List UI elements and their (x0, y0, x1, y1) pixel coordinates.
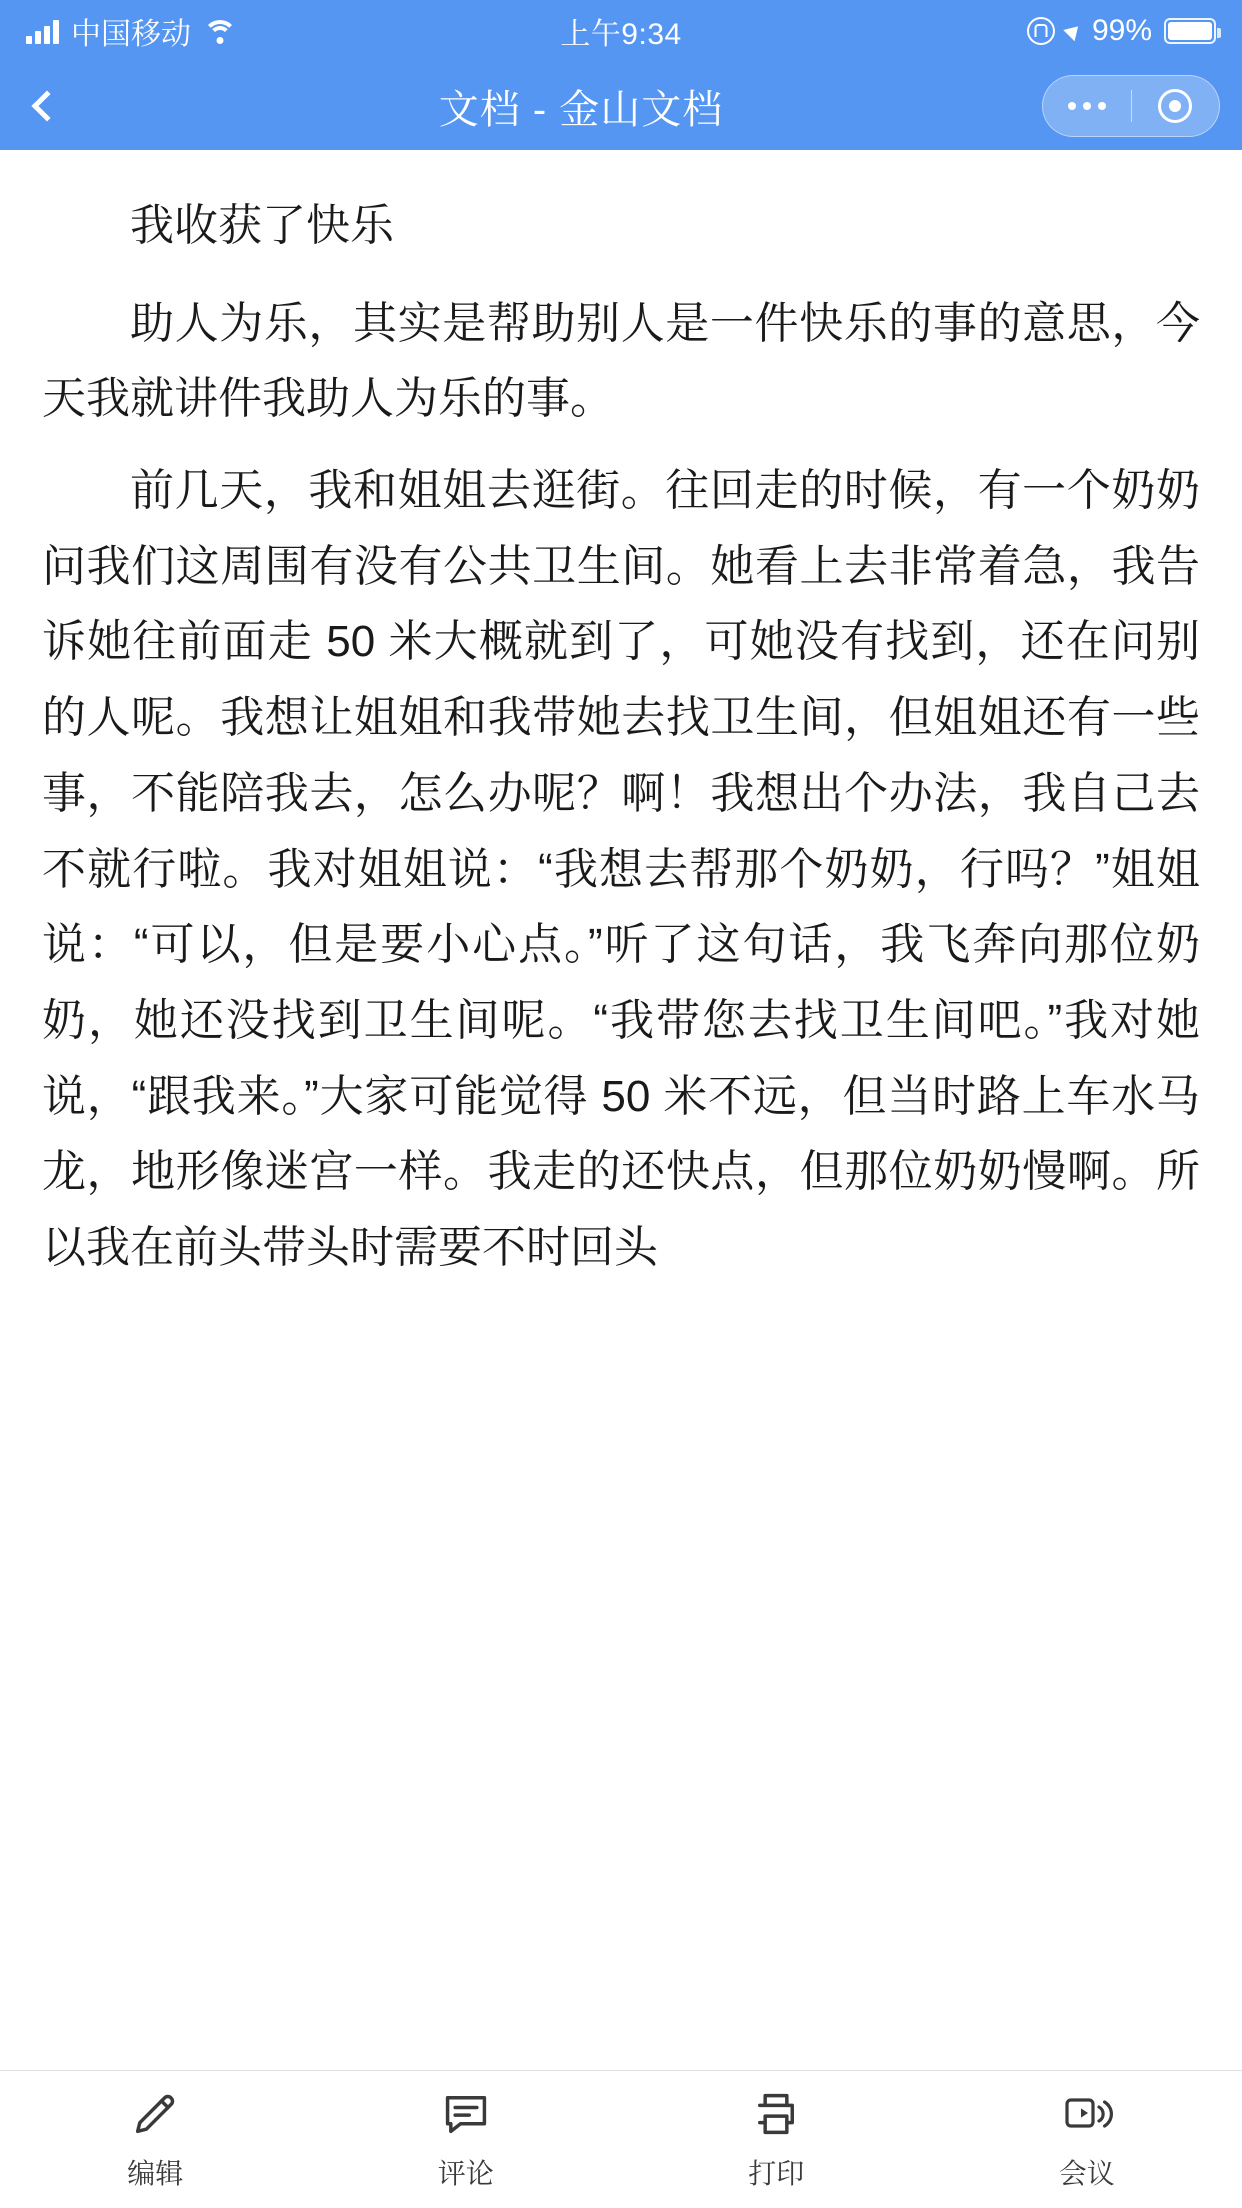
toolbar-label-print: 打印 (748, 2157, 805, 2189)
toolbar-item-print[interactable] (621, 2088, 932, 2192)
toolbar-label-edit: 编辑 (127, 2157, 184, 2189)
status-bar-left (26, 9, 560, 53)
location-icon (1063, 21, 1084, 42)
wifi-icon (203, 18, 237, 44)
document-content[interactable] (0, 150, 1242, 2070)
meeting-screen-icon (1061, 2088, 1113, 2140)
signal-icon (26, 18, 59, 44)
status-bar-right (682, 14, 1216, 48)
mini-program-capsule (1042, 75, 1220, 137)
toolbar-item-edit[interactable] (0, 2088, 311, 2192)
toolbar-label-meeting: 会议 (1058, 2157, 1115, 2189)
battery-icon (1164, 18, 1216, 44)
target-circle-icon (1158, 89, 1192, 123)
more-dots-icon (1068, 102, 1106, 110)
back-button[interactable] (30, 78, 86, 134)
carrier-label: 中国移动 (71, 18, 191, 51)
close-capsule-button[interactable] (1132, 76, 1220, 136)
status-time: 上午9:34 (560, 18, 682, 51)
page-title: 文档 - 金山文档 (438, 87, 724, 132)
status-bar (0, 0, 1242, 62)
chevron-left-icon (31, 90, 62, 121)
toolbar-label-comment: 评论 (437, 2157, 494, 2189)
nav-bar (0, 62, 1242, 150)
document-paragraph: 助人为乐，其实是帮助别人是一件快乐的事的意思，今天我就讲件我助人为乐的事。 (42, 298, 1200, 424)
battery-percent-label: 99% (1091, 14, 1153, 47)
toolbar-item-comment[interactable] (311, 2088, 622, 2192)
lock-rotation-icon (1027, 17, 1055, 45)
more-button[interactable] (1043, 76, 1131, 136)
comment-icon (440, 2088, 492, 2140)
document-paragraph: 前几天，我和姐姐去逛街。往回走的时候，有一个奶奶问我们这周围有没有公共卫生间。她看上去非常着急，我告诉她往前面走 50 米大概就到了，可她没有找到，还在问别的人呢。我想让姐姐和我带她去找卫生间，但姐姐还有一些事，不能陪我去，怎么办呢？啊！我想出个办法，我自己去不就行啦。我对姐姐说：“我想去帮那个奶奶，行吗？”姐姐说：“可以，但是要小心点。”听了这句话，我飞奔向那位奶奶，她还没找到卫生间呢。“我带您去找卫生间吧。”我对她说，“跟我来。”大家可能觉得 50 米不远，但当时路上车水马龙，地形像迷宫一样。我走的还快点，但那位奶奶慢啊。所以我在前头带头时需要不时回头 (42, 466, 1200, 1272)
pencil-icon (129, 2088, 181, 2140)
document-title: 我收获了快乐 (130, 201, 394, 250)
printer-icon (750, 2088, 802, 2140)
toolbar-item-meeting[interactable] (932, 2088, 1242, 2192)
bottom-toolbar (0, 2070, 1242, 2208)
